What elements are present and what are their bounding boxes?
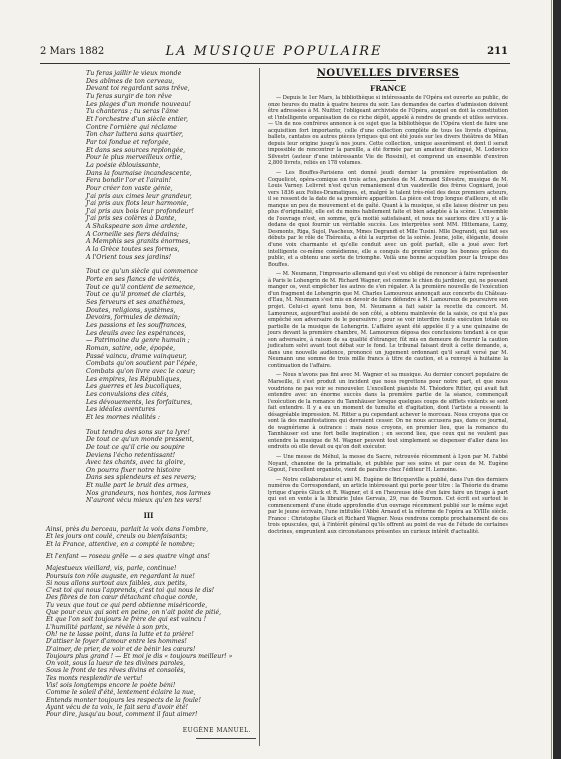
poem-line: Avec tes chants, avec ta gloire,	[86, 459, 186, 467]
poem-line: La poésie éblouissante,	[86, 161, 161, 169]
poem-line: Tout ce qu'il promet de clartés,	[86, 291, 186, 299]
poem-line: J'ai pris aux cimes leur grandeur,	[86, 192, 192, 200]
poem-line: Les idéales aventures	[86, 406, 156, 414]
poem-line: Tout tendra des sons sur ta lyre!	[86, 428, 190, 436]
verse-line: On voit, sous la lueur de tes divines paroles,	[46, 660, 186, 668]
poem-line: Pour créer ton vaste génie,	[86, 184, 173, 192]
poem-line: A Memphis ses granits énormes,	[86, 238, 191, 246]
section-numeral: III	[143, 511, 154, 521]
poem-stanza-3	[86, 429, 251, 506]
verse-line: Majestueux vieillard, vis, parle, continue!	[46, 565, 177, 573]
poem-line: J'ai pris aux flots leur harmonie,	[86, 200, 189, 208]
verse-line: Entends monter toujours les respects de la foule!	[46, 696, 201, 704]
news-paragraph: — M. Neumann, l'impresario allemand qui s'est vu obligé de renoncer à faire représenter à Paris le Lohengrin de M. Richard Wagner, est comme le chien du jardinier, qui, ne pouvant manger os, veut empêcher les autres de s'en régaler. A la première nouvelle de l'exécution d'un fragment de Lohengrin que M. Charles Lamoureux annonçait aux concerts du Château-d'Eau, M. Neumann s'est mis en devoir de faire défendre à M. Lamoureux de poursuivre son projet. Celui-ci ayant tenu bon, M. Neumann a fait saisir la recette du concert. M. Lamoureux, aujourd'hui assisté de son côté, a obtenu mainlevée de la saisie, ce qui n'a pas empêché son adversaire de le poursuivre ; pour se voir interdire toute exécution totale ou partielle de la musique de Lohengrin. L'affaire ayant été appelée il y a une quinzaine de jours devant la première chambre, M. Lamoureux déposa des conclusions tendant à ce que son adversaire, à raison de sa qualité d'étranger, fût mis en demeure de fournir la caution judicatum solvi avant tout débat sur le fond. Le tribunal faisant droit à cette demande, a, dans une nouvelle audience, prononcé un jugement ordonnant qu'il serait versé par M. Neumann une somme de trois mille francs à titre de caution, et a renvoyé à huitaine la continuation de l'affaire.	[268, 271, 508, 369]
news-paragraph: — Les Bouffes-Parisiens ont donné jeudi dernier la première représentation de Coquelicot, opéra-comique en trois actes, paroles de M. Armand Silvestre, musique de M. Louis Varney. Lelivret n'est qu'un remaniement d'un vaudeville des frères Cogniard, joué vers 1836 aux Folies-Dramatiques, et, malgré le talent très-réel des deux premiers acteurs, il se ressent de la date de sa première apparition. La pièce est trop longue d'ailleurs, et elle manque un peu de mouvement et de gaîté. Quant à la musique, si elle laisse désirer un peu plus d'originalité, elle est du moins habilement faite et bien adaptée à la scène. L'ensemble de l'ouvrage n'est, en somme, qu'à moitié satisfaisant, et nous ne saurions dire s'il y a là-dedans de quoi fournir un véritable succès. Les interprètes sont MM. Hittemans, Lamy, Desmonts, Riga, Sujol, Pascheux, Mmes Degrandi et Mlle Tusini. Mlle Degrandi, qui fait ses débuts par le rôle de Théresita, a été la surprise de la soirée. Jeune, jolie, élégante, douée d'une voix charmante et qu'elle conduit avec un goût parfait, elle a joué avec fort intelligente ce-même comédienne, elle a conquis du premier coup les bonnes grâces du public, et a obtenu une sorte de triomphe. Voilà une bonne acquisition pour la troupe des Bouffes.	[268, 170, 508, 268]
poem-line: Dans ses splendeurs et ses revers;	[86, 474, 197, 482]
poem	[86, 70, 251, 505]
poem-line: Tu feras surgir de ton rêve	[86, 92, 172, 100]
poem-line: Des abîmes de ton cerveau,	[86, 77, 175, 85]
poem-line: Les dévouements, les forfaitures,	[86, 398, 193, 406]
verse-line: Oh! ne te lasse point, dans la lutte et ta prière!	[46, 630, 194, 638]
poem-line: A l'Orient tous ses jardins!	[86, 253, 172, 261]
poem-line: Et dans ses sources replongée,	[86, 146, 186, 154]
poem-line: Passé vaincu, drame vainqueur,	[86, 352, 187, 360]
poem-line: Porte en ses flancs de vérités,	[86, 276, 182, 284]
verse-line: Vis! sois longtemps encore le poète béni!	[46, 682, 176, 690]
poem-line: Tout ce qu'il contient de semence,	[86, 283, 196, 291]
verse-line: Que pour ceux qui sont en peine, on n'ait point de pitié,	[46, 609, 222, 617]
verse-line: Et les jours ont coulé, creuls ou bienfaisants;	[46, 533, 188, 541]
news-paragraph: — Nous n'avons pas fini avec M. Wagner et sa musique. Au dernier concert populaire de Marseille, il s'est produit un incident que nous regrettons pour notre part, et que nous voudrions ne pas voir se renouveler. L'excellent pianiste M. Théodore Ritter, qui avait fait entendre avec un énorme succès dans la première partie de la séance, commençait l'exécution de la romance du Tannhäuser lorsque quelques coups de sifflets violents se sont fait entendre. Il y a eu un moment de tumulte et d'agitation, dont l'artiste a ressenti la désagréable impression. M. Ritter a pu cependant achever le morceau. Nous croyons que ce sont là des manifestations qui devraient cesser. On ne nous accusera pas, dans ce journal, de wagnérisme à outrance : mais nous croyons, en premier lieu, que la romance du Tannhäuser est une fort belle inspiration ; en second lieu, que ceux qui ne veulent pas entendre la musique de M. Wagner peuvent tout simplement se dispenser d'aller dans les endroits où elle devait ou qu'on doit exécuter.	[268, 372, 508, 451]
poem-line: Pour le plus merveilleux ortie,	[86, 154, 183, 162]
poem-line: Deviens l'écho retentissant!	[86, 451, 176, 459]
poem-line: Contre l'ornière qui réclame	[86, 123, 177, 131]
poem-line: Dans la fournaise incandescente,	[86, 169, 192, 177]
verse-block-2	[46, 553, 251, 560]
poem-line: N'auront vécu mieux qu'en tes vers!	[86, 497, 202, 505]
header-date: 2 Mars 1882	[40, 46, 105, 57]
verse-line: Tes monts resplendir de vertu!	[46, 674, 143, 682]
poem-line: Ton char luttera sans quartier,	[86, 131, 184, 139]
author-signature: EUGÈNE MANUEL.	[182, 726, 251, 734]
poem-line: A Corneille ses fiers dédains;	[86, 230, 180, 238]
verse-line: Toujours plus grand ! — Et moi je dis « toujours meilleur! »	[46, 652, 233, 660]
verse-line: L'humilité parlant, se révèle à son prix,	[46, 623, 170, 631]
poem-line: J'ai pris aux bois leur profondeur!	[86, 207, 194, 215]
verse-line: Et l'enfant — roseau grêle — a ses quatre vingt ans!	[46, 552, 210, 560]
verse-line: C'est toi qui nous l'apprends, c'est toi qui nous le dis!	[46, 587, 215, 595]
poem-line: J'ai pris ses colères à Dante,	[86, 215, 177, 223]
page-header	[40, 44, 508, 62]
verse-line: Poursuis ton rôle auguste, en regardant la nue!	[46, 572, 195, 580]
verse-line: Et la France, attentive, en a compté le nombre;	[46, 540, 195, 548]
column-divider	[259, 68, 260, 746]
section-three-verse	[46, 526, 251, 718]
poem-line: Doutes, religions, systèmes,	[86, 306, 176, 314]
poem-line: Roman, satire, ode, épopée,	[86, 344, 176, 352]
poem-line: On pourra fixer notre histoire	[86, 466, 181, 474]
news-paragraph: — Notre collaborateur et ami M. Eugène de Bricqueville a publié, dans l'un des derniers numéros du Correspondant, un article intéressant qui porte pour titre : la Théorie du drame lyrique d'après Gluck et R. Wagner, et il en l'heureuse idée d'en faire faire un tirage à part qui est en vente à la librairie Jules Gervais, 29, rue de Tournon. Cet écrit est surtout le commencement d'une étude approfondie d'un ouvrage récemment publié sur le même sujet par le jeune écrivain, l'une intitulée l'Abbé Arnaud et la réforme de l'opéra au XVIIIe siècle. France : Christophe Gluck et Richard Wagner. Nous rendrons compte prochainement de ces trois opuscules, qui, à l'intérêt général qu'ils offrent au point de vue de l'étude de certaines doctrines, empruntent aux circonstances présentes un curieux intérêt d'actualité.	[268, 476, 508, 535]
verse-line: Ainsi, près du berceau, parlait la voix dans l'ombre,	[46, 526, 209, 534]
poem-line: Tu chanteras ; tu seras l'âme	[86, 108, 179, 116]
page-edge-binding	[553, 0, 561, 759]
news-paragraph: — Une messe de Méhul, la messe du Sacre, retrouvée récemment à Lyon par M. l'abbé Noyant, chanoine de la primatiale, et publiée par ses soins et par ceux de M. Eugène Gigout, l'excellent organiste, vient de paraître chez l'éditeur H. Lemoine.	[268, 453, 508, 474]
poem-line: Combats qu'on soutient par l'épée,	[86, 360, 198, 368]
verse-line: Ayant vécu de ta voix, le fait sera d'avoir été!	[46, 703, 189, 711]
news-articles	[268, 95, 508, 536]
poem-line: Et l'orchestre d'un siècle entier,	[86, 115, 188, 123]
verse-line: Des fibres de ton cœur détachant chaque corde,	[46, 594, 198, 602]
verse-block-3	[46, 565, 251, 718]
right-column	[268, 68, 508, 539]
poem-line: Tu feras jaillir le vieux monde	[86, 70, 182, 77]
header-rule	[40, 63, 510, 64]
poem-line: Et les mornes réalités :	[86, 413, 161, 421]
poem-line: Combats qu'on livre avec le cœur;	[86, 367, 196, 375]
signature-rule	[196, 738, 256, 739]
poem-line: Les convulsions des cités,	[86, 390, 169, 398]
poem-line: Fera bondir l'or et l'airain!	[86, 177, 172, 185]
poem-line: Les deuils avec les espérances,	[86, 329, 186, 337]
poem-stanza-1	[86, 70, 251, 261]
news-heading: NOUVELLES DIVERSES	[316, 68, 460, 79]
poem-line: Ses ferveurs et ses anathèmes,	[86, 299, 186, 307]
publication-title: LA MUSIQUE POPULAIRE	[165, 44, 383, 59]
poem-line: Les plages d'un monde nouveau!	[86, 100, 191, 108]
poem-line: — Patrimoine du genre humain ;	[86, 337, 190, 345]
verse-line: Si nous allons surtout aux faibles, aux petits,	[46, 579, 187, 587]
poem-stanza-2	[86, 268, 251, 421]
verse-line: D'attiser le foyer d'amour entre les hommes!	[46, 638, 187, 646]
poem-line: Nos grandeurs, nos hontes, nos larmes	[86, 489, 211, 497]
page-edge-line	[551, 0, 552, 759]
poem-line: Les passions et les souffrances,	[86, 322, 187, 329]
poem-line: Les guerres et les bucoliques,	[86, 383, 182, 391]
poem-line: De tout ce qu'il crie ou soupire	[86, 443, 185, 451]
verse-line: Sous le front de tes rêves divins et consolés,	[46, 667, 186, 675]
poem-line: Et nulle part le bruit des armes,	[86, 482, 189, 490]
poem-line: Par toi fondue et reforgée,	[86, 138, 171, 146]
page-number: 211	[487, 46, 508, 57]
left-column	[46, 70, 251, 739]
verse-block-1	[46, 526, 251, 548]
verse-line: Tu veux que tout ce qui perd obtienne miséricorde,	[46, 601, 208, 609]
poem-line: Tout ce qu'un siècle qui commence	[86, 268, 198, 276]
poem-line: Devoirs, formules de demain;	[86, 314, 180, 322]
heading-rule	[380, 80, 396, 81]
poem-line: A la Grèce toutes ses formes,	[86, 246, 180, 254]
verse-line: D'aimer, de prier, de voir et de bénir les cœurs!	[46, 645, 196, 653]
poem-line: A Shakspeare son âme ardente,	[86, 223, 188, 231]
poem-line: De tout ce qu'un monde pressent,	[86, 436, 194, 444]
poem-line: Devant toi regardant sans trêve,	[86, 85, 190, 93]
verse-line: Pour dire, jusqu'au bout, comment il faut aimer!	[46, 711, 198, 719]
verse-line: Et que l'on soit toujours le frère de qui est vaincu !	[46, 616, 207, 624]
news-subheading: FRANCE	[370, 84, 406, 93]
verse-line: Comme le soleil d'été, lentement éclaire la nue,	[46, 689, 196, 697]
poem-line: Les empires, les Républiques,	[86, 375, 182, 383]
news-paragraph: — Depuis le 1er Mars, la bibliothèque si intéressante de l'Opéra est ouverte au public, de onze heures du matin à quatre heures du soir. Les demandes de cartes d'admission doivent être adressées à M. Nuitter, l'obligeant archiviste de l'Opéra, auquel on doit la constitution et l'intelligente organisation de ce riche dépôt, appelé à rendre de grands et utiles services. — Un de nos confrères annonce à ce sujet que la bibliothèque de l'Opéra vient de faire une acquisition fort importante, celle d'une collection complète de tous les livrets d'opéras, ballets, cantates ou autres pièces lyriques qui ont été joués sur les divers théâtres de Milan depuis leur origine jusqu'à nos jours. Cette collection, unique assurément et dont il serait impossible de rencontrer la pareille, a été formée par un amateur distingué, M. Lodovico Silvestri (auteur d'une intéressante Vie de Rossini), et comprend un ensemble d'environ 2,800 livrets, reliés en 178 volumes.	[268, 95, 508, 167]
